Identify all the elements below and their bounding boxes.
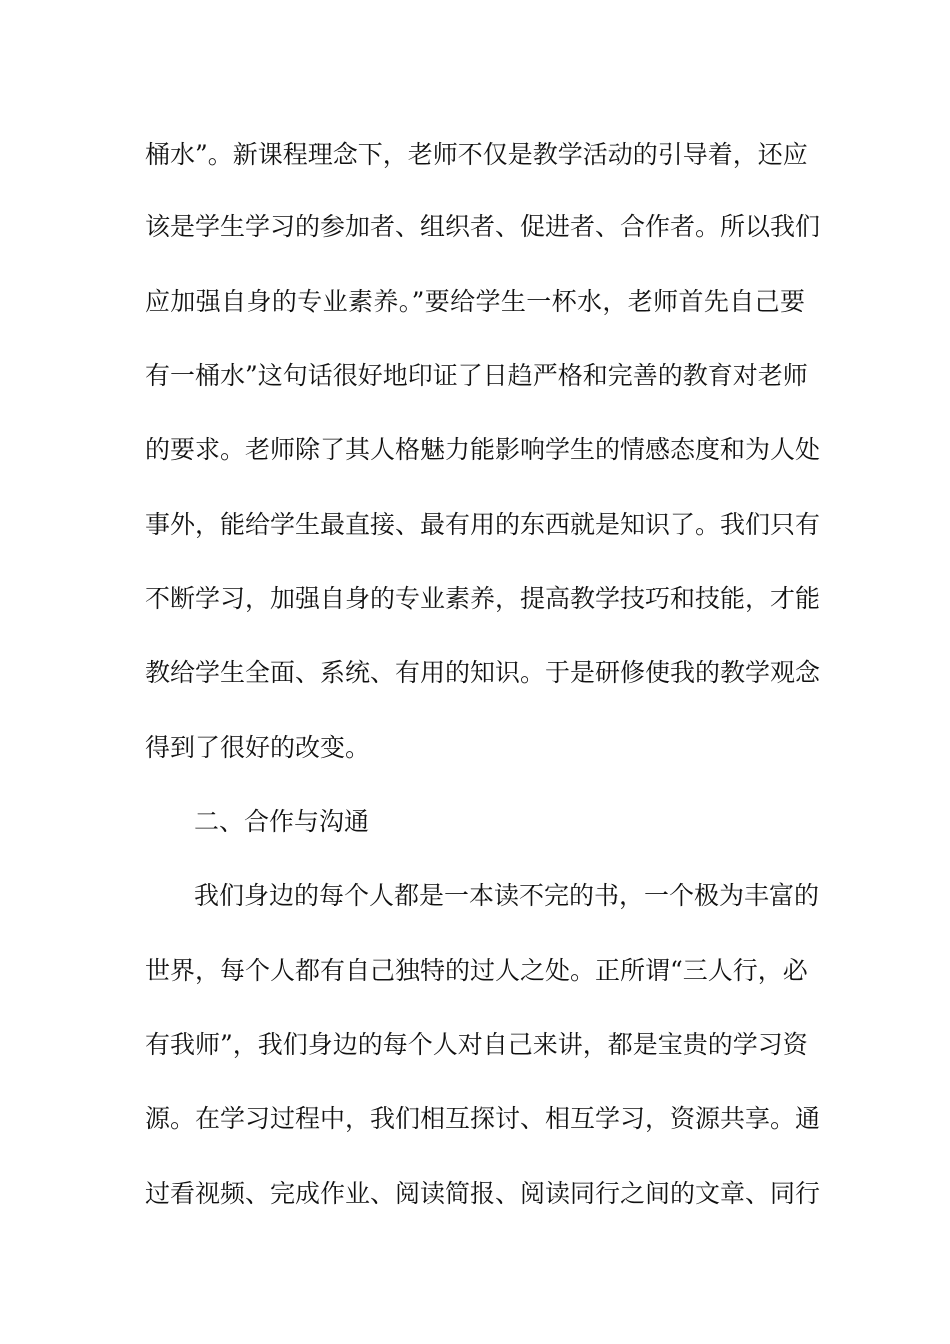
paragraph-line: 得到了很好的改变。	[145, 733, 371, 762]
paragraph-line: 过看视频、完成作业、阅读简报、阅读同行之间的文章、同行	[145, 1179, 821, 1208]
paragraph-line: 有我师”，我们身边的每个人对自己来讲，都是宝贵的学习资	[145, 1030, 808, 1059]
paragraph-line: 教给学生全面、系统、有用的知识。于是研修使我的教学观念	[145, 658, 821, 687]
paragraph-line: 的要求。老师除了其人格魅力能影响学生的情感态度和为人处	[145, 435, 821, 464]
paragraph-line: 事外，能给学生最直接、最有用的东西就是知识了。我们只有	[145, 510, 821, 539]
paragraph-line: 应加强自身的专业素养。”要给学生一杯水，老师首先自己要	[145, 287, 805, 316]
paragraph-line: 该是学生学习的参加者、组织者、促进者、合作者。所以我们	[145, 212, 821, 241]
paragraph-line: 源。在学习过程中，我们相互探讨、相互学习，资源共享。通	[145, 1104, 821, 1133]
section-heading: 二、合作与沟通	[194, 807, 370, 836]
paragraph-line: 桶水”。新课程理念下，老师不仅是教学活动的引导着，还应	[145, 140, 808, 169]
paragraph-line: 我们身边的每个人都是一本读不完的书，一个极为丰富的	[194, 881, 820, 910]
paragraph-line: 世界，每个人都有自己独特的过人之处。正所谓“三人行，必	[145, 956, 808, 985]
paragraph-line: 有一桶水”这句话很好地印证了日趋严格和完善的教育对老师	[145, 361, 808, 390]
paragraph-line: 不断学习，加强自身的专业素养，提高教学技巧和技能，才能	[145, 584, 821, 613]
